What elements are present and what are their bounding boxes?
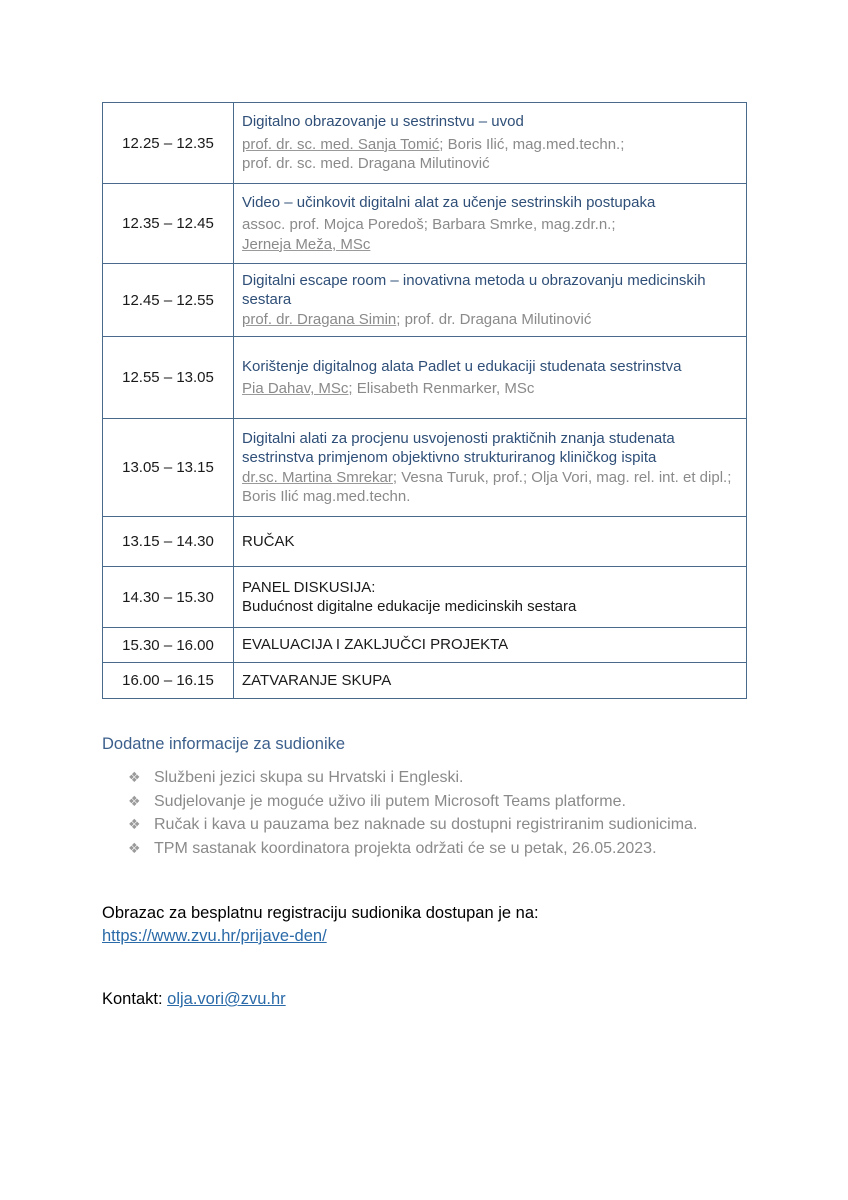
- list-item-text: Službeni jezici skupa su Hrvatski i Engleski.: [154, 769, 464, 786]
- session-time: 12.45 – 12.55: [103, 264, 234, 337]
- speaker-names: Boris Ilić, mag.med.techn.;: [443, 135, 625, 153]
- speaker-names: Vesna Turuk, prof.; Olja Vori, mag. rel. int. et dipl.; Boris Ilić mag.med.techn.: [242, 468, 732, 505]
- contact-email-link[interactable]: olja.vori@zvu.hr: [167, 990, 286, 1008]
- session-content: [234, 103, 747, 184]
- session-time: 15.30 – 16.00: [103, 628, 234, 663]
- session-content: [234, 337, 747, 419]
- table-row: [103, 663, 747, 699]
- speaker-names: prof. dr. sc. med. Dragana Milutinović: [242, 155, 490, 173]
- session-speakers: [242, 310, 738, 330]
- registration-text: Obrazac za besplatnu registraciju sudionika dostupan je na:: [102, 904, 539, 922]
- session-time: 12.25 – 12.35: [103, 103, 234, 184]
- list-item: [128, 837, 697, 861]
- session-content: [234, 419, 747, 517]
- speaker-names: Elisabeth Renmarker, MSc: [352, 380, 535, 397]
- table-row: [103, 103, 747, 184]
- session-time: 13.15 – 14.30: [103, 517, 234, 567]
- registration-block: [102, 902, 539, 948]
- session-time: 14.30 – 15.30: [103, 567, 234, 628]
- session-speakers: [242, 468, 738, 507]
- session-time: 16.00 – 16.15: [103, 663, 234, 699]
- contact-block: [102, 990, 286, 1009]
- speaker-names: assoc. prof. Mojca Poredoš; Barbara Smrke, mag.zdr.n.;: [242, 216, 616, 234]
- session-content: [234, 567, 747, 628]
- session-subtitle: Budućnost digitalne edukacije medicinskih sestara: [242, 598, 577, 615]
- diamond-bullet-icon: ❖: [128, 792, 141, 809]
- session-content: [234, 184, 747, 264]
- table-row: [103, 264, 747, 337]
- table-row: [103, 567, 747, 628]
- session-title: Digitalno obrazovanje u sestrinstvu – uvod: [242, 113, 524, 131]
- table-row: [103, 419, 747, 517]
- session-title: Digitalni escape room – inovativna metoda u obrazovanju medicinskih sestara: [242, 271, 706, 309]
- speaker-name: Pia Dahav, MSc;: [242, 380, 353, 397]
- speaker-name: prof. dr. sc. med. Sanja Tomić;: [242, 135, 444, 153]
- list-item-text: TPM sastanak koordinatora projekta održati će se u petak, 26.05.2023.: [154, 839, 657, 857]
- session-speakers: [242, 215, 738, 254]
- session-speakers: [242, 135, 738, 174]
- agenda-table: [102, 102, 747, 699]
- session-time: 12.35 – 12.45: [103, 184, 234, 264]
- info-list: [128, 766, 697, 860]
- table-row: [103, 517, 747, 567]
- list-item: [128, 813, 697, 837]
- diamond-bullet-icon: ❖: [128, 816, 141, 832]
- speaker-name: Jerneja Meža, MSc: [242, 235, 371, 253]
- diamond-bullet-icon: ❖: [128, 839, 141, 856]
- speaker-name: prof. dr. Dragana Simin: [242, 310, 397, 328]
- session-title: RUČAK: [234, 517, 747, 567]
- contact-label: Kontakt:: [102, 990, 163, 1008]
- session-title: ZATVARANJE SKUPA: [234, 663, 747, 699]
- speaker-name: dr.sc. Martina Smrekar;: [242, 468, 398, 486]
- speaker-names: ; prof. dr. Dragana Milutinović: [396, 310, 592, 328]
- info-heading: Dodatne informacije za sudionike: [102, 735, 346, 753]
- list-item-text: Sudjelovanje je moguće uživo ili putem Microsoft Teams platforme.: [154, 792, 626, 810]
- session-time: 13.05 – 13.15: [103, 419, 234, 517]
- session-speakers: [242, 379, 738, 399]
- list-item: [128, 766, 697, 790]
- session-title: Digitalni alati za procjenu usvojenosti praktičnih znanja studenata sestrinstva primjenom objektivno strukturiranog kliničkog ispita: [242, 429, 675, 466]
- registration-link[interactable]: https://www.zvu.hr/prijave-den/: [102, 927, 327, 945]
- session-content: [234, 264, 747, 337]
- diamond-bullet-icon: ❖: [128, 769, 141, 785]
- session-title: PANEL DISKUSIJA:: [242, 578, 376, 596]
- table-row: [103, 184, 747, 264]
- list-item: [128, 790, 697, 814]
- list-item-text: Ručak i kava u pauzama bez naknade su dostupni registriranim sudionicima.: [154, 816, 698, 833]
- session-title: Korištenje digitalnog alata Padlet u edukaciji studenata sestrinstva: [242, 357, 682, 375]
- session-title: EVALUACIJA I ZAKLJUČCI PROJEKTA: [234, 628, 747, 663]
- session-time: 12.55 – 13.05: [103, 337, 234, 419]
- table-row: [103, 337, 747, 419]
- session-title: Video – učinkovit digitalni alat za učenje sestrinskih postupaka: [242, 193, 656, 211]
- table-row: [103, 628, 747, 663]
